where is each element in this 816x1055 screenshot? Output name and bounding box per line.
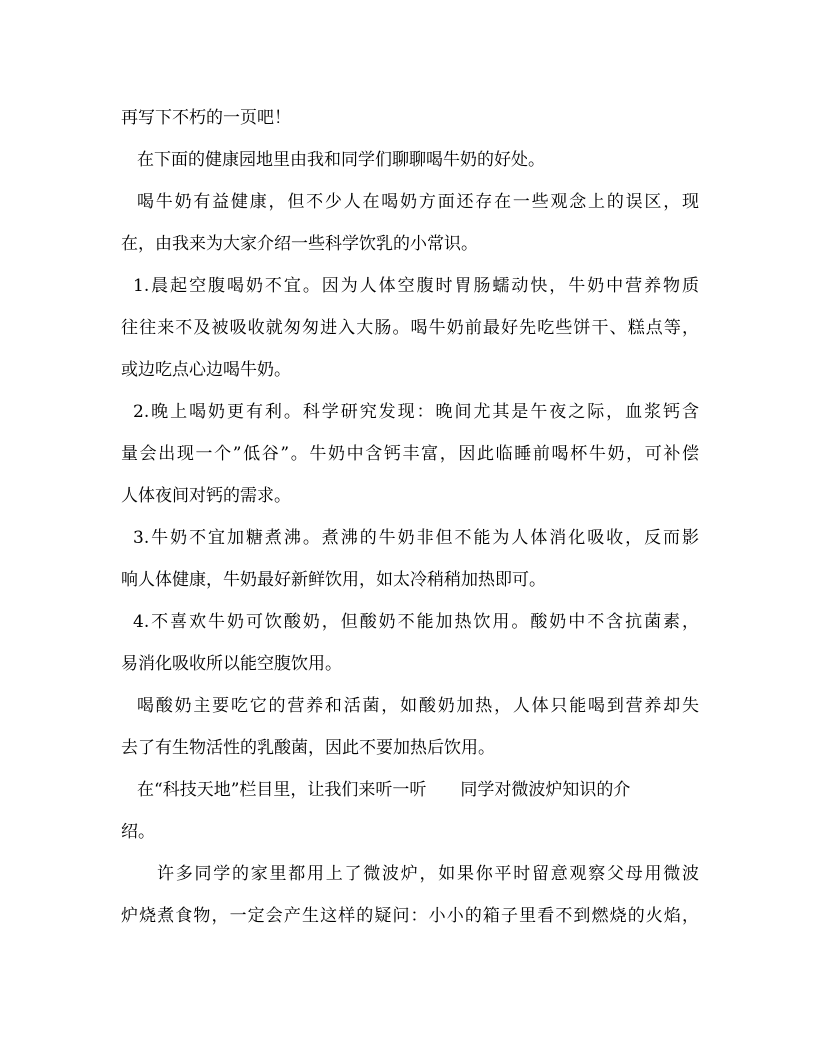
text-line: 同学对微波炉知识的介 (460, 780, 631, 800)
text-line: 4.不喜欢牛奶可饮酸奶，但酸奶不能加热饮用。酸奶中不含抗菌素， (133, 612, 699, 632)
paragraph-line (121, 857, 699, 891)
text-line: 量会出现一个”低谷”。牛奶中含钙丰富，因此临睡前喝杯牛奶，可补偿 (121, 444, 699, 464)
text-line: 喝酸奶主要吃它的营养和活菌，如酸奶加热，人体只能喝到营养却失 (137, 696, 699, 716)
paragraph-line (121, 143, 699, 177)
list-item-line (121, 437, 699, 471)
text-line: 许多同学的家里都用上了微波炉，如果你平时留意观察父母用微波 (157, 864, 699, 884)
list-item-line (121, 269, 699, 303)
paragraph-line (121, 815, 699, 849)
text-line: 喝牛奶有益健康，但不少人在喝奶方面还存在一些观念上的误区，现 (137, 192, 699, 212)
text-line: 在，由我来为大家介绍一些科学饮乳的小常识。 (121, 234, 478, 254)
text-line: 在“科技天地”栏目里，让我们来听一听 (137, 780, 427, 800)
text-line: 或边吃点心边喝牛奶。 (121, 360, 291, 380)
paragraph-line (121, 773, 699, 807)
text-line: 易消化吸收所以能空腹饮用。 (121, 654, 342, 674)
list-item-line (121, 521, 699, 555)
text-line: 绍。 (121, 822, 155, 842)
paragraph-line (121, 101, 699, 135)
list-item-line (121, 605, 699, 639)
text-line: 往往来不及被吸收就匆匆进入大肠。喝牛奶前最好先吃些饼干、糕点等， (121, 318, 699, 338)
list-item-line (121, 353, 699, 387)
text-line: 3.牛奶不宜加糖煮沸。煮沸的牛奶非但不能为人体消化吸收，反而影 (133, 528, 699, 548)
text-line: 炉烧煮食物，一定会产生这样的疑问：小小的箱子里看不到燃烧的火焰， (121, 906, 699, 926)
text-line: 在下面的健康园地里由我和同学们聊聊喝牛奶的好处。 (137, 150, 545, 170)
paragraph-line (121, 185, 699, 219)
paragraph-line (121, 689, 699, 723)
text-line: 1.晨起空腹喝奶不宜。因为人体空腹时胃肠蠕动快，牛奶中营养物质 (133, 276, 699, 296)
text-line: 2.晚上喝奶更有利。科学研究发现：晚间尤其是午夜之际，血浆钙含 (133, 402, 699, 422)
text-line: 去了有生物活性的乳酸菌，因此不要加热后饮用。 (121, 738, 495, 758)
paragraph-line (121, 899, 699, 933)
text-line: 再写下不朽的一页吧！ (121, 108, 291, 128)
paragraph-line (121, 731, 699, 765)
paragraph-line (121, 227, 699, 261)
text-line: 人体夜间对钙的需求。 (121, 486, 291, 506)
text-line: 响人体健康，牛奶最好新鲜饮用，如太冷稍稍加热即可。 (121, 570, 546, 590)
list-item-line (121, 563, 699, 597)
list-item-line (121, 479, 699, 513)
list-item-line (121, 311, 699, 345)
list-item-line (121, 395, 699, 429)
list-item-line (121, 647, 699, 681)
document-body (121, 101, 699, 933)
